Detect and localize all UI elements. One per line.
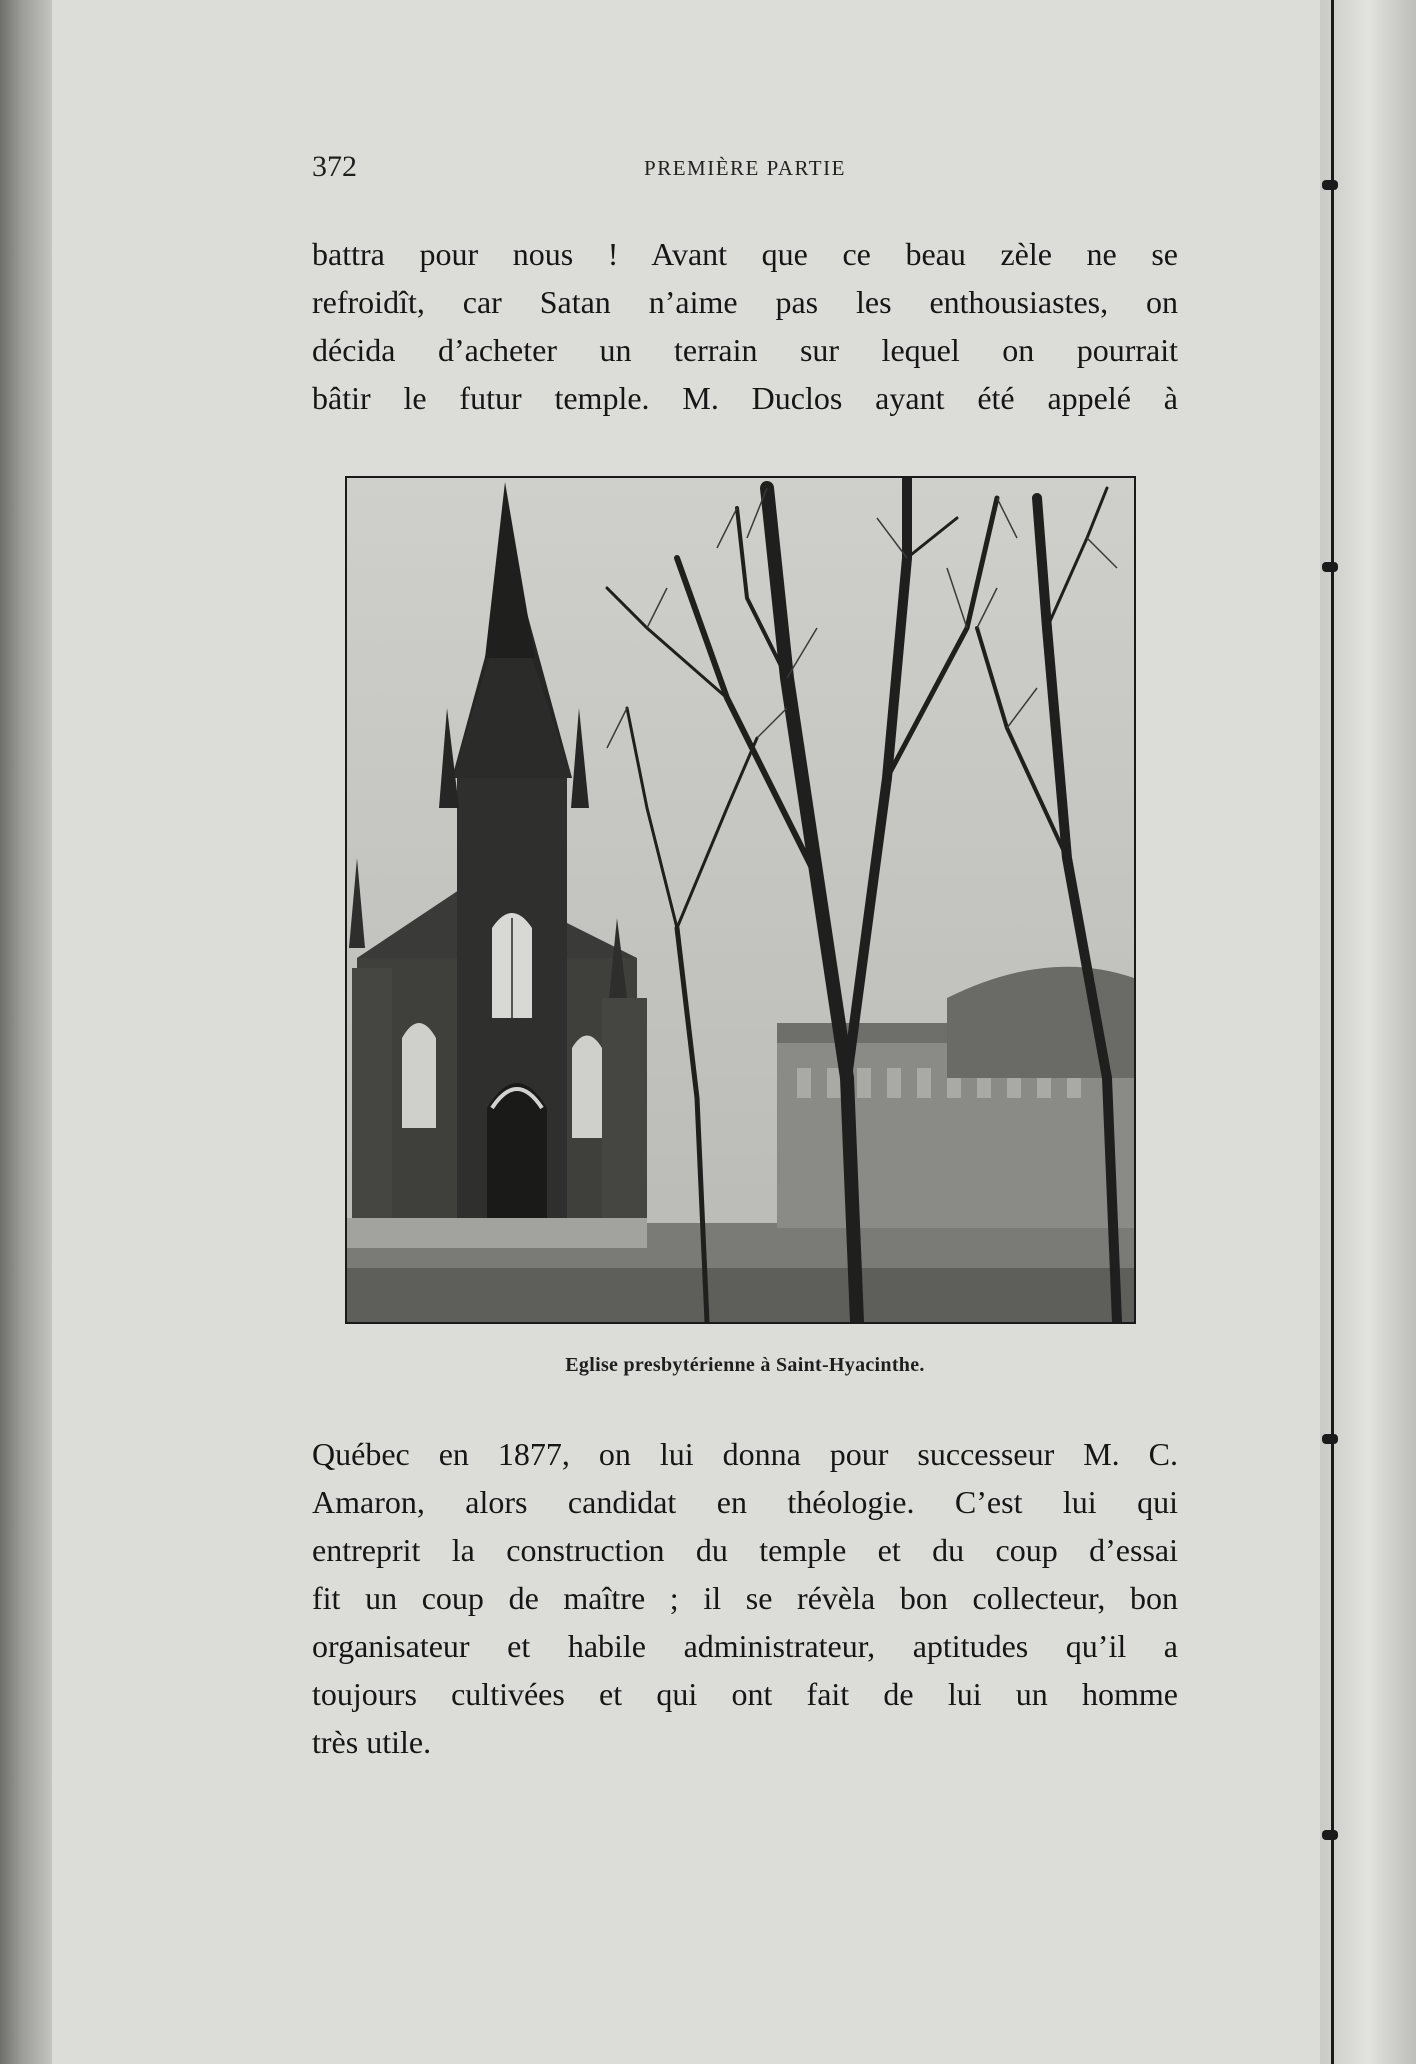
text-line: organisateur et habile administrateur, aptitudes qu’il a: [312, 1628, 1178, 1664]
text-line: bâtir le futur temple. M. Duclos ayant été appelé à: [312, 380, 1178, 416]
spine-line: [1331, 0, 1334, 2064]
book-binding-edge: [0, 0, 52, 2064]
text-line: fit un coup de maître ; il se révèla bon collecteur, bon: [312, 1580, 1178, 1616]
text-line: décida d’acheter un terrain sur lequel on pourrait: [312, 332, 1178, 368]
text-line: refroidît, car Satan n’aime pas les enthousiastes, on: [312, 284, 1178, 320]
text-line: Amaron, alors candidat en théologie. C’est lui qui: [312, 1484, 1178, 1520]
binding-mark: [1322, 562, 1338, 572]
paragraph-bottom: [312, 1430, 1178, 1766]
text-line: très utile.: [312, 1724, 432, 1760]
church-photo-illustration: [347, 478, 1134, 1322]
page-number: 372: [312, 150, 357, 183]
page-right-margin: [1320, 0, 1416, 2064]
binding-mark: [1322, 1830, 1338, 1840]
page-header: [312, 150, 1178, 194]
text-line: toujours cultivées et qui ont fait de lui un homme: [312, 1676, 1178, 1712]
running-head: PREMIÈRE PARTIE: [644, 156, 846, 180]
text-line: Québec en 1877, on lui donna pour successeur M. C.: [312, 1436, 1178, 1472]
text-line: battra pour nous ! Avant que ce beau zèle ne se: [312, 236, 1178, 272]
church-photograph: [345, 476, 1136, 1324]
binding-mark: [1322, 180, 1338, 190]
binding-mark: [1322, 1434, 1338, 1444]
text-line: entreprit la construction du temple et du coup d’essai: [312, 1532, 1178, 1568]
paragraph-top: [312, 230, 1178, 422]
figure-caption: Eglise presbytérienne à Saint-Hyacinthe.: [565, 1354, 925, 1376]
